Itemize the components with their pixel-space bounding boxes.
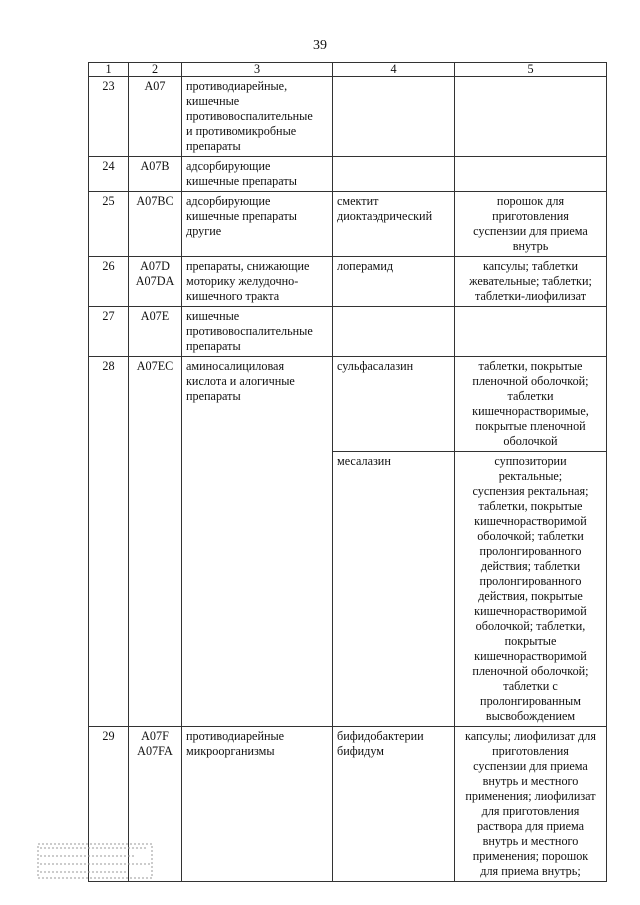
drug-name [333,77,455,157]
dosage-form-line: применения; лиофилизат [465,789,596,803]
atc-code-line: A07D [140,259,170,273]
dosage-form-line: для приготовления [481,804,580,818]
atc-code [129,357,182,727]
drug-name-line: месалазин [337,454,391,468]
header-row [89,63,607,77]
dosage-form-line: покрытые пленочной [475,419,586,433]
dosage-form-line: кишечнорастворимые, [472,404,589,418]
drug-group-line: микроорганизмы [186,744,275,758]
medication-table [88,62,607,882]
drug-name-line: диоктаэдрический [337,209,433,223]
row-number: 29 [89,727,129,882]
page-number: 39 [313,38,327,53]
row-number: 24 [89,157,129,192]
dosage-form-line: таблетки с [503,679,558,693]
table-row [89,357,607,452]
dosage-form-line: приготовления [492,209,569,223]
dosage-form-line: для приема внутрь; [480,864,581,878]
drug-name-line: смектит [337,194,379,208]
atc-code [129,192,182,257]
dosage-form [455,257,607,307]
drug-group-line: другие [186,224,222,238]
table-row [89,77,607,157]
dosage-form-line: действия; таблетки [480,559,581,573]
header-cell: 3 [182,63,333,77]
atc-code [129,257,182,307]
drug-group-line: и противомикробные [186,124,297,138]
row-number: 23 [89,77,129,157]
dosage-form-line: внутрь [512,239,549,253]
dosage-form-line: пленочной оболочкой; [472,374,589,388]
drug-group-line: противовоспалительные [186,324,313,338]
drug-name [333,192,455,257]
drug-name [333,727,455,882]
drug-group [182,77,333,157]
dosage-form-line: суппозитории [494,454,567,468]
header-cell: 5 [455,63,607,77]
dosage-form-line: оболочкой [503,434,558,448]
drug-group [182,192,333,257]
dosage-form-line: покрытые [504,634,557,648]
dosage-form-line: кишечнорастворимой [474,649,587,663]
drug-group [182,357,333,727]
drug-group [182,307,333,357]
dosage-form [455,77,607,157]
drug-name [333,357,455,452]
table-row [89,157,607,192]
drug-group-line: кишечные препараты [186,209,297,223]
atc-code-line: A07FA [137,744,173,758]
dosage-form-line: таблетки, покрытые [478,359,583,373]
drug-group-line: кишечные [186,309,240,323]
row-number: 25 [89,192,129,257]
drug-group-line: препараты [186,389,241,403]
drug-group-line: аминосалициловая [186,359,285,373]
atc-code-line: A07F [141,729,169,743]
atc-code-line: A07BC [136,194,174,208]
dosage-form-line: внутрь и местного [482,834,579,848]
table-row [89,192,607,257]
drug-name-line: бифидобактерии [337,729,424,743]
dosage-form-line: суспензии для приема [473,759,588,773]
dosage-form-line: суспензии для приема [473,224,588,238]
dosage-form-line: таблетки, покрытые [478,499,583,513]
drug-group-line: кишечного тракта [186,289,280,303]
row-number: 28 [89,357,129,727]
dosage-form-line: порошок для [496,194,565,208]
dosage-form-line: капсулы; лиофилизат для [465,729,596,743]
atc-code-line: A07DA [135,274,175,288]
drug-group-line: адсорбирующие [186,194,271,208]
drug-group-line: препараты [186,139,241,153]
table-row [89,307,607,357]
dosage-form [455,307,607,357]
header-cell: 1 [89,63,129,77]
dosage-form-line: внутрь и местного [482,774,579,788]
drug-group-line: препараты, снижающие [186,259,310,273]
dosage-form-line: пролонгированным [480,694,581,708]
dosage-form-line: оболочкой; таблетки [477,529,584,543]
atc-code-line: A07E [140,309,170,323]
dosage-form-line: пролонгированного [479,544,582,558]
dosage-form [455,192,607,257]
table-row [89,257,607,307]
header-cell: 4 [333,63,455,77]
dosage-form-line: пленочной оболочкой; [472,664,589,678]
drug-group-line: кишечные препараты [186,174,297,188]
drug-group [182,727,333,882]
dosage-form [455,727,607,882]
atc-code [129,157,182,192]
drug-name [333,452,455,727]
drug-group-line: кишечные [186,94,240,108]
dosage-form-line: кишечнорастворимой [474,514,587,528]
dosage-form-line: таблетки-лиофилизат [474,289,587,303]
drug-name-line: бифидум [337,744,384,758]
dosage-form-line: ректальные; [498,469,563,483]
header-cell: 2 [129,63,182,77]
drug-group-line: адсорбирующие [186,159,271,173]
drug-group-line: противодиарейные, [186,79,288,93]
dosage-form-line: жевательные; таблетки; [469,274,592,288]
atc-code-line: A07EC [136,359,174,373]
atc-code [129,77,182,157]
dosage-form [455,157,607,192]
dosage-form-line: действия, покрытые [478,589,583,603]
drug-group-line: моторику желудочно- [186,274,299,288]
dosage-form-line: приготовления [492,744,569,758]
drug-group [182,157,333,192]
drug-name [333,157,455,192]
atc-code-line: A07B [140,159,170,173]
dosage-form-line: суспензия ректальная; [472,484,589,498]
dosage-form [455,452,607,727]
dosage-form-line: применения; порошок [472,849,589,863]
atc-code-line: A07 [144,79,166,93]
dosage-form-line: таблетки [507,389,554,403]
stamp-mark [36,842,154,882]
drug-name [333,307,455,357]
drug-group-line: противодиарейные [186,729,285,743]
drug-group-line: кислота и алогичные [186,374,295,388]
dosage-form-line: капсулы; таблетки [482,259,579,273]
drug-group-line: препараты [186,339,241,353]
drug-name-line: сульфасалазин [337,359,414,373]
dosage-form-line: кишечнорастворимой [474,604,587,618]
atc-code [129,307,182,357]
dosage-form-line: раствора для приема [476,819,585,833]
dosage-form-line: пролонгированного [479,574,582,588]
dosage-form-line: высвобождением [485,709,576,723]
dosage-form [455,357,607,452]
table-row [89,727,607,882]
row-number: 26 [89,257,129,307]
row-number: 27 [89,307,129,357]
drug-group [182,257,333,307]
drug-group-line: противовоспалительные [186,109,313,123]
drug-name-line: лоперамид [337,259,394,273]
drug-name [333,257,455,307]
dosage-form-line: оболочкой; таблетки, [475,619,586,633]
